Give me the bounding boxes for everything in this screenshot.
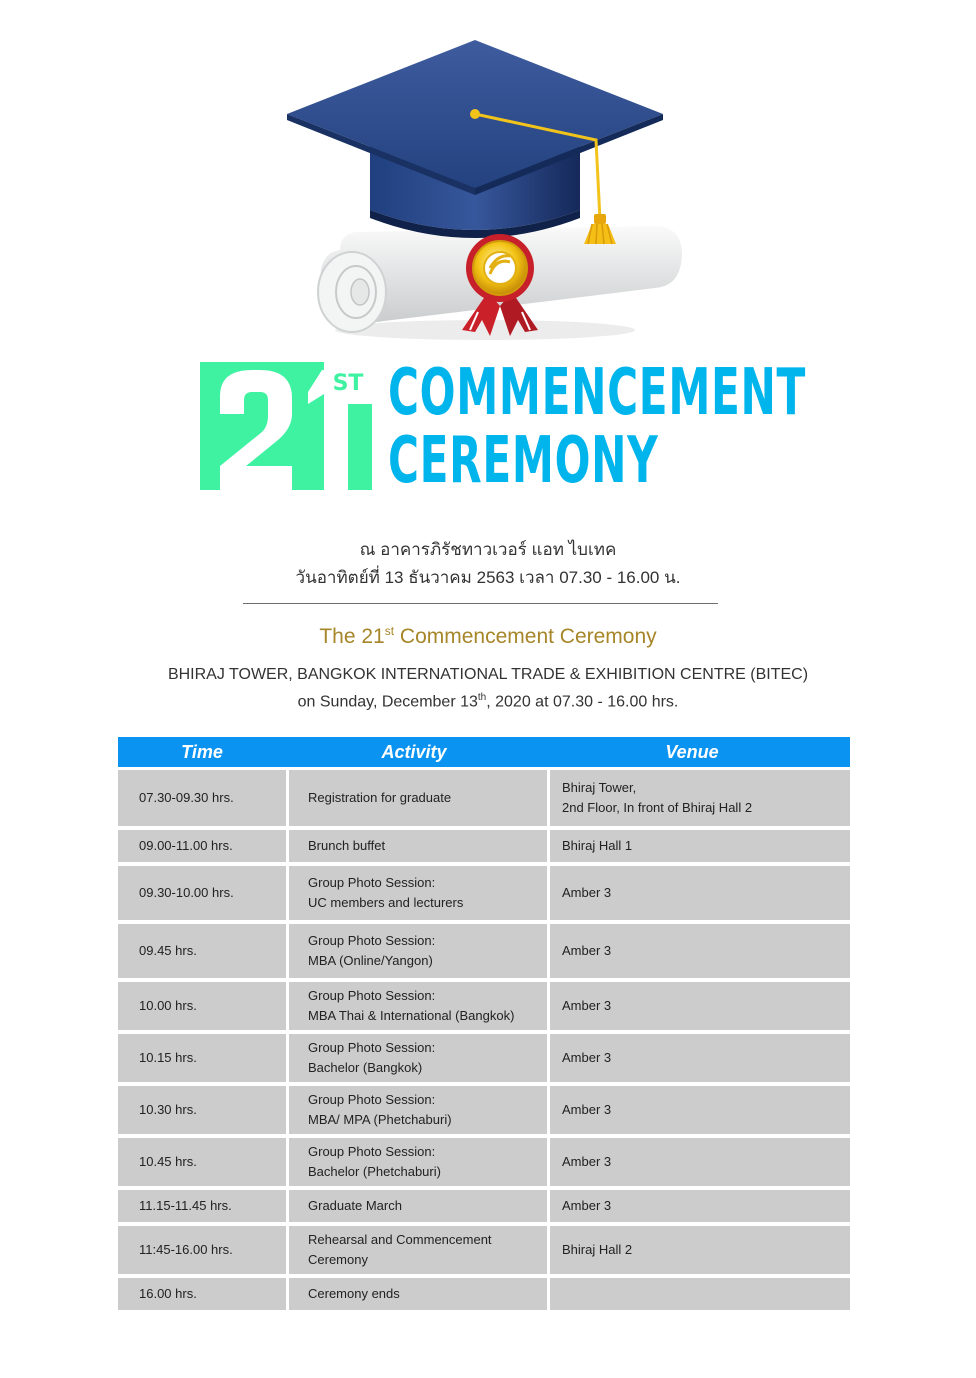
thai-venue-line: ณ อาคารภิรัชทาวเวอร์ แอท ไบเทค bbox=[359, 540, 617, 559]
activity-cell: Group Photo Session: MBA Thai & International (Bangkok) bbox=[289, 982, 547, 1030]
table-row bbox=[118, 1138, 850, 1186]
title-line-ceremony: CEREMONY bbox=[388, 424, 659, 498]
schedule-rows bbox=[118, 770, 850, 1310]
venue-cell: Amber 3 bbox=[550, 924, 850, 978]
activity-cell: Group Photo Session: Bachelor (Bangkok) bbox=[289, 1034, 547, 1082]
table-row bbox=[118, 924, 850, 978]
activity-cell: Ceremony ends bbox=[289, 1278, 547, 1310]
activity-cell: Group Photo Session: MBA (Online/Yangon) bbox=[289, 924, 547, 978]
venue-cell: Amber 3 bbox=[550, 982, 850, 1030]
time-cell: 11:45-16.00 hrs. bbox=[118, 1226, 286, 1274]
venue-cell: Amber 3 bbox=[550, 1034, 850, 1082]
table-row bbox=[118, 1226, 850, 1274]
activity-cell: Rehearsal and Commencement Ceremony bbox=[289, 1226, 547, 1274]
time-cell: 10.00 hrs. bbox=[118, 982, 286, 1030]
time-cell: 11.15-11.45 hrs. bbox=[118, 1190, 286, 1222]
venue-cell: Amber 3 bbox=[550, 1138, 850, 1186]
divider bbox=[243, 603, 718, 604]
time-cell: 10.15 hrs. bbox=[118, 1034, 286, 1082]
header-venue: Venue bbox=[665, 742, 719, 762]
venue-cell: Bhiraj Tower, 2nd Floor, In front of Bhiraj Hall 2 bbox=[550, 770, 850, 826]
thai-date-line: วันอาทิตย์ที่ 13 ธันวาคม 2563 เวลา 07.30 - 16.00 น. bbox=[295, 568, 681, 587]
venue-cell: Amber 3 bbox=[550, 866, 850, 920]
table-row bbox=[118, 982, 850, 1030]
venue-cell: Bhiraj Hall 1 bbox=[550, 830, 850, 862]
time-cell: 09.00-11.00 hrs. bbox=[118, 830, 286, 862]
table-row bbox=[118, 1190, 850, 1222]
activity-cell: Group Photo Session: UC members and lecturers bbox=[289, 866, 547, 920]
ordinal-suffix: ST bbox=[332, 371, 364, 396]
english-venue-line: BHIRAJ TOWER, BANGKOK INTERNATIONAL TRADE & EXHIBITION CENTRE (BITEC) bbox=[167, 666, 809, 683]
time-cell: 09.30-10.00 hrs. bbox=[118, 866, 286, 920]
english-date-line: on Sunday, December 13th, 2020 at 07.30 - 16.00 hrs. bbox=[297, 692, 679, 711]
venue-cell: Amber 3 bbox=[550, 1190, 850, 1222]
graduation-cap-icon bbox=[287, 40, 663, 238]
header-time: Time bbox=[181, 742, 223, 762]
table-row bbox=[118, 1034, 850, 1082]
venue-cell: Bhiraj Hall 2 bbox=[550, 1226, 850, 1274]
activity-cell: Brunch buffet bbox=[289, 830, 547, 862]
venue-cell: Amber 3 bbox=[550, 1086, 850, 1134]
title-line-commencement: COMMENCEMENT bbox=[388, 356, 807, 430]
anniversary-number-21 bbox=[200, 362, 372, 490]
schedule-table bbox=[118, 737, 850, 1314]
time-cell: 16.00 hrs. bbox=[118, 1278, 286, 1310]
table-row bbox=[118, 1278, 850, 1310]
activity-cell: Graduate March bbox=[289, 1190, 547, 1222]
activity-cell: Registration for graduate bbox=[289, 770, 547, 826]
table-row bbox=[118, 830, 850, 862]
schedule-header-row bbox=[118, 737, 850, 767]
activity-cell: Group Photo Session: Bachelor (Phetchaburi) bbox=[289, 1138, 547, 1186]
time-cell: 10.30 hrs. bbox=[118, 1086, 286, 1134]
graduation-illustration bbox=[270, 30, 700, 350]
activity-cell: Group Photo Session: MBA/ MPA (Phetchaburi) bbox=[289, 1086, 547, 1134]
header-activity: Activity bbox=[381, 742, 447, 762]
table-row bbox=[118, 866, 850, 920]
venue-cell bbox=[550, 1278, 850, 1310]
time-cell: 09.45 hrs. bbox=[118, 924, 286, 978]
time-cell: 07.30-09.30 hrs. bbox=[118, 770, 286, 826]
english-title: The 21st Commencement Ceremony bbox=[319, 624, 657, 648]
table-row bbox=[118, 1086, 850, 1134]
time-cell: 10.45 hrs. bbox=[118, 1138, 286, 1186]
table-row bbox=[118, 770, 850, 826]
